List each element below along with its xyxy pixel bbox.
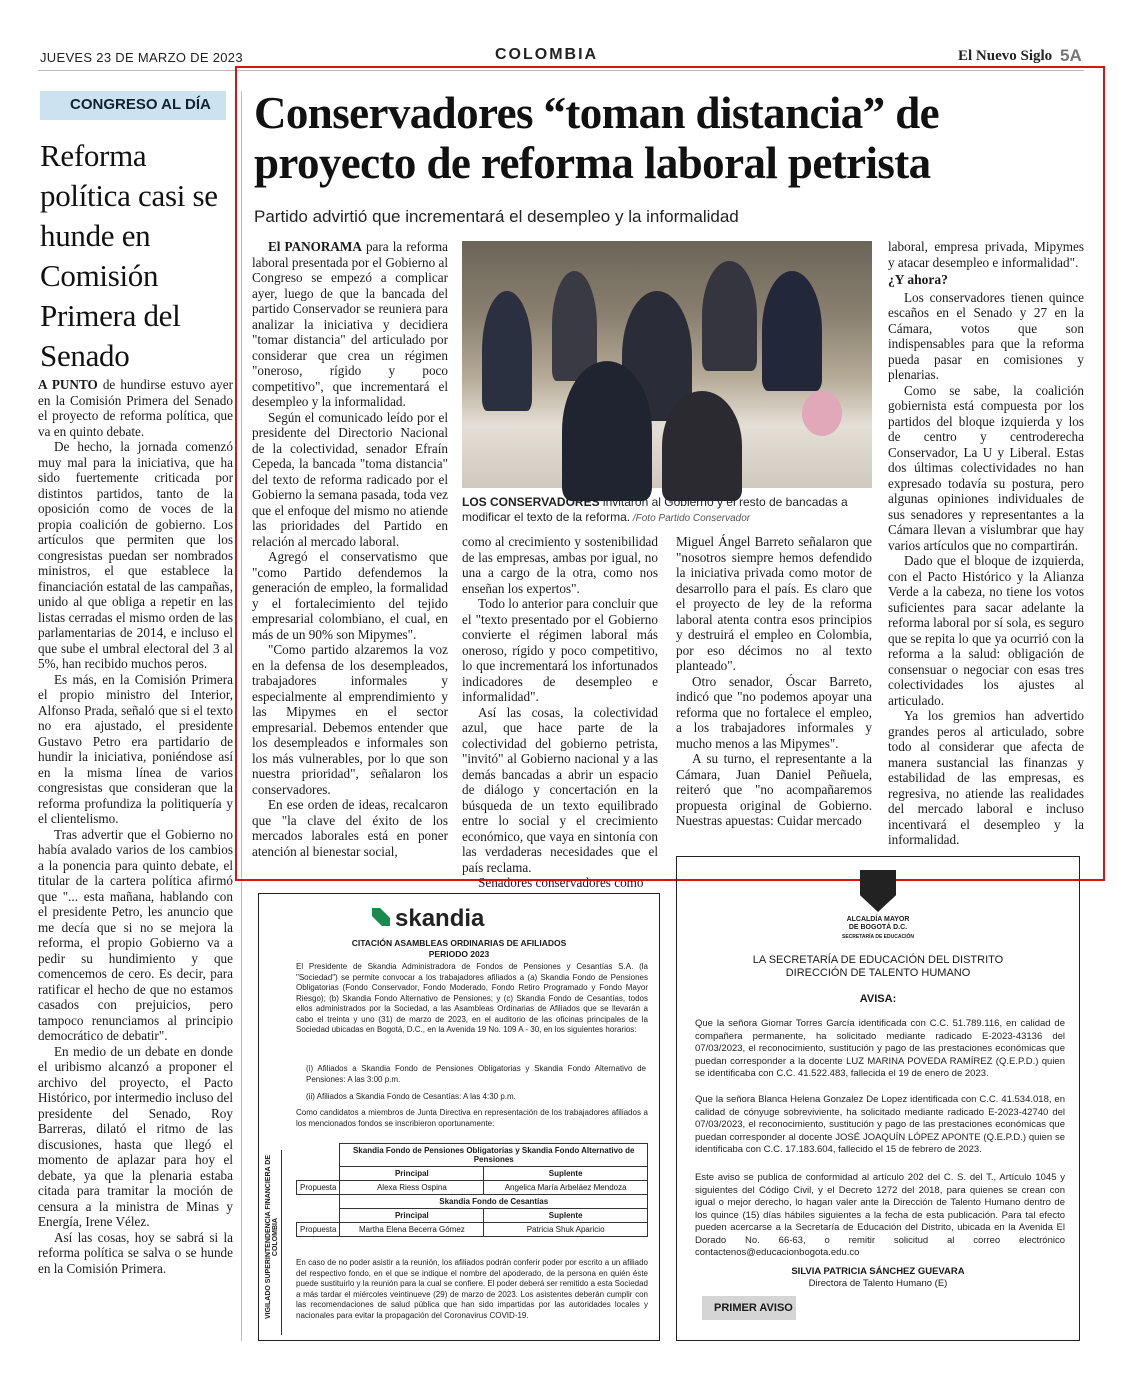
photo-caption: LOS CONSERVADORES invitaron al Gobierno y el resto de bancadas a modificar el texto de la reforma. /Foto Partido Conservador — [462, 495, 848, 524]
left-article-body: A PUNTO de hundirse estuvo ayer en la Comisión Primera del Senado el proyecto de reforma política, que va en quinto debate. De hecho, la jornada comenzó muy mal para la iniciativa, que ha sido fuertemente criticada por distintos partidos, tanto de la oposición como de voces de la propia coalición de gobierno. Los artículos que permiten que los congresistas puedan ser nombrados ministros, el que establece la financiación estatal de las campañas, unido al que obliga a repetir en las listas cerradas el mismo orden de las parlamentarias de 2014, e incluso el que sube el umbral electoral del 3 al 5%, han recibido muchos peros. Es más, en la Comisión Primera el propio ministro del Interior, Alfonso Prada, señaló que si el texto no era ajustado, el presidente Gustavo Petro era partidario de hundir la iniciativa, poniéndose así en la misma línea de varios congresistas que consideran que la reforma profundiza la politiquería y el clientelismo. Tras advertir que el Gobierno no había avalado varios de los cambios a la ponencia para quinto debate, el titular de la cartera política afirmó que "... esta mañana, hablando con el presidente Petro, les anuncio que me decía que si no se mejora la reforma, el propio Gobierno va a pedir su hundimiento y que comencemos de cero. Es decir, para ratificar el hecho de que no estamos casados con prejuicios, pero tampoco renunciamos al principio democrático de debatir". En medio de un debate en donde el uribismo alcanzó a proponer el archivo del proyecto, el Pacto Histórico, por intermedio incluso del presidente del Senado, Roy Barreras, dilató el ritmo de las discusiones, hasta que llegó el momento de aplazar para hoy el debate, ya que la plenaria estaba citada para tramitar la moción de censura a la ministra de Minas y Energía, Irene Vélez. Así las cosas, hoy se sabrá si la reforma política se salva o se hunde en la Comisión Primera. — [38, 377, 233, 1276]
newspaper-name: El Nuevo Siglo — [958, 48, 1053, 64]
section-kicker: CONGRESO AL DÍA — [40, 91, 226, 120]
edu-notice-1: Que la señora Giomar Torres García identificada con C.C. 51.789.116, en calidad de compañera permanente, ha solicitado mediante radicado E-2023-43136 del 07/03/2023, el reconocimiento, sustitución y pago de las prestaciones económicas que puedan corresponder a la docente LUZ MARINA POVEDA RAMÍREZ (Q.E.P.D.) quien se identificaba con C.C. 41.522.483, fallecida el 19 de enero de 2023. — [695, 1018, 1065, 1079]
main-subheadline: Partido advirtió que incrementará el desempleo y la informalidad — [254, 207, 739, 226]
left-article-title: Reforma política casi se hunde en Comisión Primera del Senado — [40, 138, 218, 373]
vigilado-badge: VIGILADO SUPERINTENDENCIA FINANCIERA DE COLOMBIA — [262, 1150, 282, 1335]
main-headline: Conservadores “toman distancia” de proyecto de reforma laboral petrista — [254, 88, 940, 188]
skandia-title: CITACIÓN ASAMBLEAS ORDINARIAS DE AFILIADOS — [351, 938, 567, 948]
skandia-footnote: En caso de no poder asistir a la reunión, los afiliados podrán conferir poder por escrito a un afiliado del respectivo fondo, en el que se indique el nombre del apoderado, de la persona en quién éste puede sustituirlo y la reunión para la cual se confiere. El poder deberá ser remitido a esta Sociedad a más tardar el miércoles veintinueve (29) de marzo de 2023. Los asistentes deberán cumplir con las recomendaciones de salud pública que han sido impartidas por las autoridades locales y nacionales para evitar la propagación del Coronavirus COVID-19. — [296, 1258, 648, 1320]
skandia-item-2: (ii) Afiliados a Skandia Fondo de Cesantías: A las 4:30 p.m. — [306, 1092, 516, 1101]
header-rule — [38, 70, 1084, 71]
column-divider — [241, 91, 242, 1341]
edu-notice-2: Que la señora Blanca Helena Gonzalez De Lopez identificada con C.C. 41.534.018, en calidad de cónyuge sobreviviente, ha solicitado mediante radicado E-2023-42740 del 07/03/2023, el reconocimiento, sustitución y pago de las prestaciones económicas que puedan corresponder al docente JOSÉ JOAQUÍN LÓPEZ APONTE (Q.E.P.D.) quien se identificaba con C.C. 17.183.604, fallecido el 15 de febrero de 2023. — [695, 1094, 1065, 1155]
edu-avisa: AVISA: — [859, 993, 897, 1005]
article-column-1: El PANORAMA para la reforma laboral presentada por el Gobierno al Congreso se empezó a complicar ayer, luego de que la bancada del partido Conservador se reuniera para analizar la iniciativa y decidiera "tomar distancia" del articulado por considerar que crea un régimen "oneroso, rígido y poco competitivo", que incrementará el desempleo y la informalidad. Según el comunicado leído por el presidente del Directorio Nacional de la colectividad, senador Efraín Cepeda, la bancada "toma distancia" del texto de reforma radicado por el Gobierno la semana pasada, toda vez que el enfoque del mismo no atiende las prioridades del Partido en relación al mercado laboral. Agregó el conservatismo que "como Partido defendemos la generación de empleo, la formalidad y el fortalecimiento del tejido empresarial colombiano, el cual, en más de un 90% son Mipymes". "Como partido alzaremos la voz en la defensa de los desempleados, trabajadores informales y especialmente al emprendimiento y las Mipymes en el sector empresarial. Debemos entender que los desempleados e informales son los más vulnerables, por lo que son nuestra prioridad", señalaron los conservadores. En ese orden de ideas, recalcaron que "la clave del éxito de los mercados laborales está en poner atención al bienestar social, — [252, 239, 448, 859]
article-column-4: laboral, empresa privada, Mipymes y atacar desempleo e informalidad". ¿Y ahora? Los conservadores tienen quince escaños en el Senado y 27 en la Cámara, votos que son indispensables para que la reforma pueda pasar en comisiones y plenarias. Como se sabe, la coalición gobiernista está compuesta por los partidos del bloque izquierda y los de centro y centroderecha Conservador, La U y Liberal. Estas dos últimas colectividades no han expresado todavía su postura, pero algunas opiniones individuales de sus senadores y representantes a la Cámara llevan a vislumbrar que hay varios artículos que no compartirán. Dado que el bloque de izquierda, con el Pacto Histórico y la Alianza Verde a la cabeza, no tiene los votos suficientes para sacar adelante la reforma laboral por sí sola, es seguro que se repita lo que ya ocurrió con la reforma a la salud: obligación de consensuar o negociar con esas tres colectividades los ajustes al articulado. Ya los gremios han advertido grandes peros al articulado, sobre todo al considerar que afecta de manera sustancial las finanzas y estabilidad de las empresas, es regresiva, no atiende las realidades del mercado laboral e incluso incentivará el desempleo y la informalidad. — [888, 239, 1084, 847]
edu-signatory-role: Directora de Talento Humano (E) — [808, 1278, 948, 1289]
edu-subheading: DIRECCIÓN DE TALENTO HUMANO — [785, 967, 971, 979]
article-lead: El PANORAMA — [268, 239, 362, 254]
skandia-candidates: Como candidatos a miembros de Junta Directiva en representación de los trabajadores afiliados a los mencionados fondos se inscribieron oportunamente: — [296, 1108, 648, 1128]
skandia-logo: skandia — [395, 905, 485, 932]
alcaldia-label: ALCALDÍA MAYOR — [846, 916, 910, 923]
edition-date: JUEVES 23 DE MARZO DE 2023 — [40, 50, 243, 65]
left-lead: A PUNTO — [38, 377, 98, 392]
article-column-2: como al crecimiento y sostenibilidad de las empresas, ambas por igual, no una a cargo de la otra, como nos enseñan los expertos". Todo lo anterior para concluir que el "texto presentado por el Gobierno convierte el régimen laboral más oneroso, rígido y poco competitivo, lo que incrementará los infortunados indicadores de desempleo e informalidad". Así las cosas, la colectividad azul, que hace parte de la colectividad del gobierno petrista, "invitó" al Gobierno nacional y a las demás bancadas a abrir un espacio de diálogo y concertación en la búsqueda de un texto equilibrado entre lo social y el crecimiento económico, que vaya en sintonía con las verdaderas necesidades que el país reclama. Senadores conservadores como — [462, 534, 658, 890]
skandia-item-1: (i) Afiliados a Skandia Fondo de Pensiones Obligatorias y Skandia Fondo Alternativo de Pensiones: A las 3:00 p.m. — [306, 1064, 646, 1084]
subheading: ¿Y ahora? — [888, 272, 948, 287]
edu-signatory: SILVIA PATRICIA SÁNCHEZ GUEVARA — [791, 1266, 965, 1277]
bogota-label: DE BOGOTÁ D.C. — [848, 924, 908, 931]
page-number: 5A — [1060, 46, 1082, 65]
section-name: COLOMBIA — [495, 46, 599, 63]
article-photo — [462, 241, 872, 488]
candidates-table: Skandia Fondo de Pensiones Obligatorias y Skandia Fondo Alternativo de Pensiones Principal Suplente Propuesta Alexa Riess Ospina Angelica María Arbeláez Mendoza Skandia Fondo de Cesantías Principal Suplente Propuesta Martha Elena Becerra Gómez Patricia Shuk Aparicio — [296, 1143, 648, 1237]
photo-credit: /Foto Partido Conservador — [630, 513, 751, 524]
secretaria-label: SECRETARÍA DE EDUCACIÓN — [842, 934, 914, 940]
article-column-3: Miguel Ángel Barreto señalaron que "nosotros siempre hemos defendido la iniciativa privada como motor de desarrollo para el país. Es claro que el proyecto de ley de la reforma laboral atenta contra esos principios y destruirá el empleo en Colombia, por eso décimos no al texto planteado". Otro senador, Óscar Barreto, indicó que "no podemos apoyar una reforma que no fortalece el empleo, a los trabajadores informales y mucho menos a las Mipymes". A su turno, el representante a la Cámara, Juan Daniel Peñuela, reiteró que "no acompañaremos propuesta original de Gobierno. Nuestras apuestas: Cuidar mercado — [676, 534, 872, 828]
edu-heading: LA SECRETARÍA DE EDUCACIÓN DEL DISTRITO — [752, 954, 1004, 966]
skandia-period: PERIODO 2023 — [428, 949, 490, 959]
primer-aviso-badge: PRIMER AVISO — [702, 1296, 796, 1320]
skandia-intro: El Presidente de Skandia Administradora de Fondos de Pensiones y Cesantías S.A. (la "Sociedad") se permite convocar a los trabajadores afiliados a (a) Skandia Fondo de Pensiones Obligatorias (Fondo Conservador, Fondo Moderado, Fondo Retiro Programado y Fondo Mayor Riesgo); (b) Skandia Fondo Alternativo de Pensiones; y (c) Skandia Fondo de Cesantías, todos ellos administrados por la Sociedad, a las Asambleas Ordinarias de Afiliados que se llevarán a cabo el treinta y uno (31) de marzo de 2023, en el auditorio de las oficinas principales de la Sociedad ubicadas en Bogotá, D.C., en la Avenida 19 No. 109 A - 30, en los siguientes horarios: — [296, 962, 648, 1034]
edu-notice-3: Este aviso se publica de conformidad al artículo 202 del C. S. del T., Artículo 1045 y siguientes del Código Civil, y el Decreto 1272 del 2018, para quienes se crean con igual o mejor derecho, lo hagan valer ante la Dirección de Talento Humano dentro de los quince (15) días hábiles siguientes a la fecha de esta publicación. Para tal efecto pueden acercarse a la Secretaría de Educación del Distrito, ubicada en la Avenida El Dorado No. 66-63, o remitir solicitud al correo electrónico contactenos@educacionbogota.edu.co — [695, 1172, 1065, 1258]
